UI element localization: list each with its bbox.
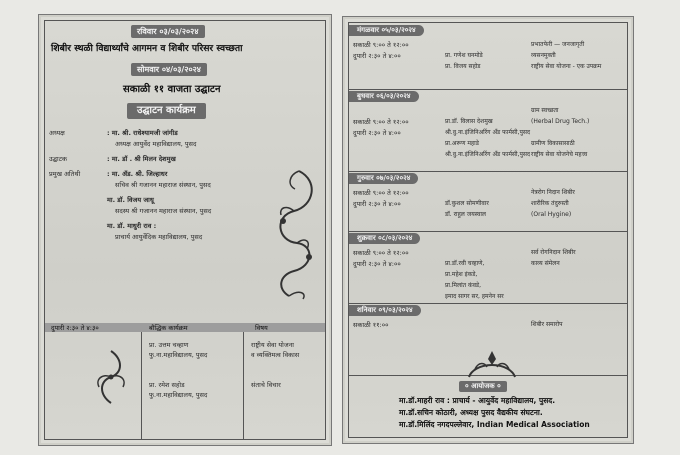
speaker-name: प्रा. उत्तम चव्हाण bbox=[149, 341, 189, 349]
left-page bbox=[38, 14, 332, 446]
role-person: : मा. ॲड. श्री. जिल्हाधर bbox=[107, 170, 168, 178]
day-header: बुधवार ०६/०३/२०२४ bbox=[349, 91, 419, 102]
session-time: दुपारी २:३० ते ४:३० bbox=[51, 324, 99, 332]
row-time: सकाळी ९:०० ते १२:०० bbox=[353, 118, 409, 126]
day-header: मंगळवार ०५/०३/२०२४ bbox=[349, 25, 424, 36]
date-sunday: रविवार ०३/०३/२०२४ bbox=[131, 25, 205, 38]
day-header: शनिवार ०९/०३/२०२४ bbox=[349, 305, 421, 316]
row-topic: सर्व रोगनिदान शिबीर bbox=[531, 249, 576, 256]
role-person: मा. डॉ. विजय जाधू bbox=[107, 196, 154, 204]
row-time: सकाळी ११:०० bbox=[353, 321, 389, 329]
role-affiliation: प्राचार्य आयुर्वेदिक महाविद्यालय, पुसद bbox=[115, 233, 203, 241]
arrival-title: शिबीर स्थळी विद्यार्थ्यांचे आगमन व शिबीर परिसर स्वच्छता bbox=[51, 43, 243, 54]
row-topic: (Herbal Drug Tech.) bbox=[531, 118, 590, 125]
row-topic: नेत्ररोग निदान शिबीर bbox=[531, 189, 575, 196]
row-speaker: प्रा.डॉ. विलास देशमुख bbox=[445, 118, 493, 125]
organisers-heading: ० आयोजक ० bbox=[459, 381, 507, 392]
row-topic: शारीरिक तंदुरुस्ती bbox=[531, 200, 569, 207]
session-program-header: बौद्धिक कार्यक्रम bbox=[149, 324, 188, 332]
flourish-ornament-icon bbox=[89, 347, 133, 407]
speaker-college: फु.ना.महाविद्यालय, पुसद bbox=[149, 391, 208, 399]
day-divider bbox=[349, 231, 627, 232]
row-time: दुपारी २:३० ते ४:०० bbox=[353, 200, 401, 208]
role-person: मा. डॉ. माधुरी राव : bbox=[107, 222, 157, 230]
row-speaker: प्रा.मिलांत कंवडे, bbox=[445, 282, 482, 289]
row-speaker: डॉ. राहुल जयस्वाल bbox=[445, 211, 486, 218]
inauguration-time: सकाळी ११ वाजता उद्घाटन bbox=[123, 84, 221, 95]
row-time: दुपारी २:३० ते ४:०० bbox=[353, 260, 401, 268]
swirl-ornament-icon bbox=[259, 161, 323, 301]
role-affiliation: अध्यक्ष आयुर्वेद महाविद्यालय, पुसद bbox=[115, 140, 197, 148]
table-divider bbox=[141, 332, 142, 440]
row-topic: (Oral Hygine) bbox=[531, 211, 572, 218]
row-speaker: डॉ.कुशल सोमणीवार bbox=[445, 200, 489, 207]
row-topic: ग्राम स्वच्छता bbox=[531, 107, 559, 114]
row-time: दुपारी २:३० ते ४:०० bbox=[353, 129, 401, 137]
day-divider bbox=[349, 171, 627, 172]
role-label: अध्यक्ष bbox=[49, 129, 65, 137]
row-speaker: इमाद सागर सर, हमनेन सर bbox=[445, 293, 504, 300]
speaker-topic-2: व व्यक्तिमत्व विकास bbox=[251, 351, 300, 359]
speaker-topic: राष्ट्रीय सेवा योजना bbox=[251, 341, 294, 349]
left-page-frame bbox=[44, 20, 326, 440]
row-speaker: श्री.वु.ना.इंजिनिअरिंग अँड फार्मसी,पुसद bbox=[445, 129, 531, 136]
role-person: : मा. श्री. राधेश्यामजी जांगीड bbox=[107, 129, 178, 137]
row-time: सकाळी ९:०० ते १२:०० bbox=[353, 249, 409, 257]
row-speaker: प्रा. गणेश घनमोडे bbox=[445, 52, 483, 59]
role-affiliation: सचिव श्री गजानन महाराज संस्थान, पुसद bbox=[115, 181, 211, 189]
row-speaker: प्रा.डॉ.रवी चव्हाणे, bbox=[445, 260, 485, 267]
row-speaker: प्रा. विजय सहोड bbox=[445, 63, 481, 70]
row-time: सकाळी ९:०० ते १२:०० bbox=[353, 41, 409, 49]
right-page-frame bbox=[348, 22, 628, 438]
table-divider bbox=[243, 332, 244, 440]
row-topic: व्यसनमुक्ती bbox=[531, 52, 556, 59]
speaker-college: फु.ना.महाविद्यालय, पुसद bbox=[149, 351, 208, 359]
session-topic-header: विषय bbox=[255, 324, 268, 332]
day-header: शुक्रवार ०८/०३/२०२४ bbox=[349, 233, 420, 244]
row-speaker: प्रा.अरूण महाडे bbox=[445, 140, 479, 147]
row-topic: राष्ट्रीय सेवा योजना - एक उपक्रम bbox=[531, 63, 602, 70]
day-divider bbox=[349, 303, 627, 304]
row-topic: काव्य संमेलन bbox=[531, 260, 560, 267]
decorative-crest-icon bbox=[465, 349, 519, 379]
row-time: सकाळी ९:०० ते १२:०० bbox=[353, 189, 409, 197]
row-topic: प्रभातफेरी — जनजागृती bbox=[531, 41, 585, 48]
day-header: गुरुवार ०७/०३/२०२४ bbox=[349, 173, 418, 184]
organiser-line: मा.डॉ.मिलिंद नगदपल्लेवार, Indian Medical Association bbox=[399, 420, 590, 429]
row-speaker: प्रा.महेश इंकडे, bbox=[445, 271, 478, 278]
date-monday: सोमवार ०४/०३/२०२४ bbox=[131, 63, 207, 76]
row-topic: शिबीर समारोप bbox=[531, 321, 563, 328]
speaker-topic: संताचे विचार bbox=[251, 381, 281, 389]
day-divider bbox=[349, 89, 627, 90]
inauguration-heading: उद्घाटन कार्यक्रम bbox=[127, 103, 206, 119]
role-label: प्रमुख अतिथी bbox=[49, 170, 81, 178]
row-topic: ग्रामीण विकासासाठी bbox=[531, 140, 575, 147]
role-affiliation: सदस्य श्री गजानन महाराज संस्थान, पुसद bbox=[115, 207, 212, 215]
right-page bbox=[342, 16, 634, 444]
speaker-name: प्रा. रमेश सहोड bbox=[149, 381, 185, 389]
role-person: : मा. डॉ . श्री मिलन देशमुख bbox=[107, 155, 176, 163]
row-topic: राष्ट्रीय सेवा योजनेचे महत्त्व bbox=[531, 151, 588, 158]
row-speaker: श्री.वु.ना.इंजिनिअरिंग अँड फार्मसी,पुसद bbox=[445, 151, 531, 158]
row-time: दुपारी २:३० ते ४:०० bbox=[353, 52, 401, 60]
role-label: उद्घाटक bbox=[49, 155, 68, 163]
organiser-line: मा.डॉ.सचिन कोठारी, अध्यक्ष पुसद वैद्यकीय संघटना. bbox=[399, 408, 543, 417]
organiser-line: मा.डॉ.माहरी राव : प्राचार्य - आयुर्वेद महाविद्यालय, पुसद. bbox=[399, 396, 556, 405]
